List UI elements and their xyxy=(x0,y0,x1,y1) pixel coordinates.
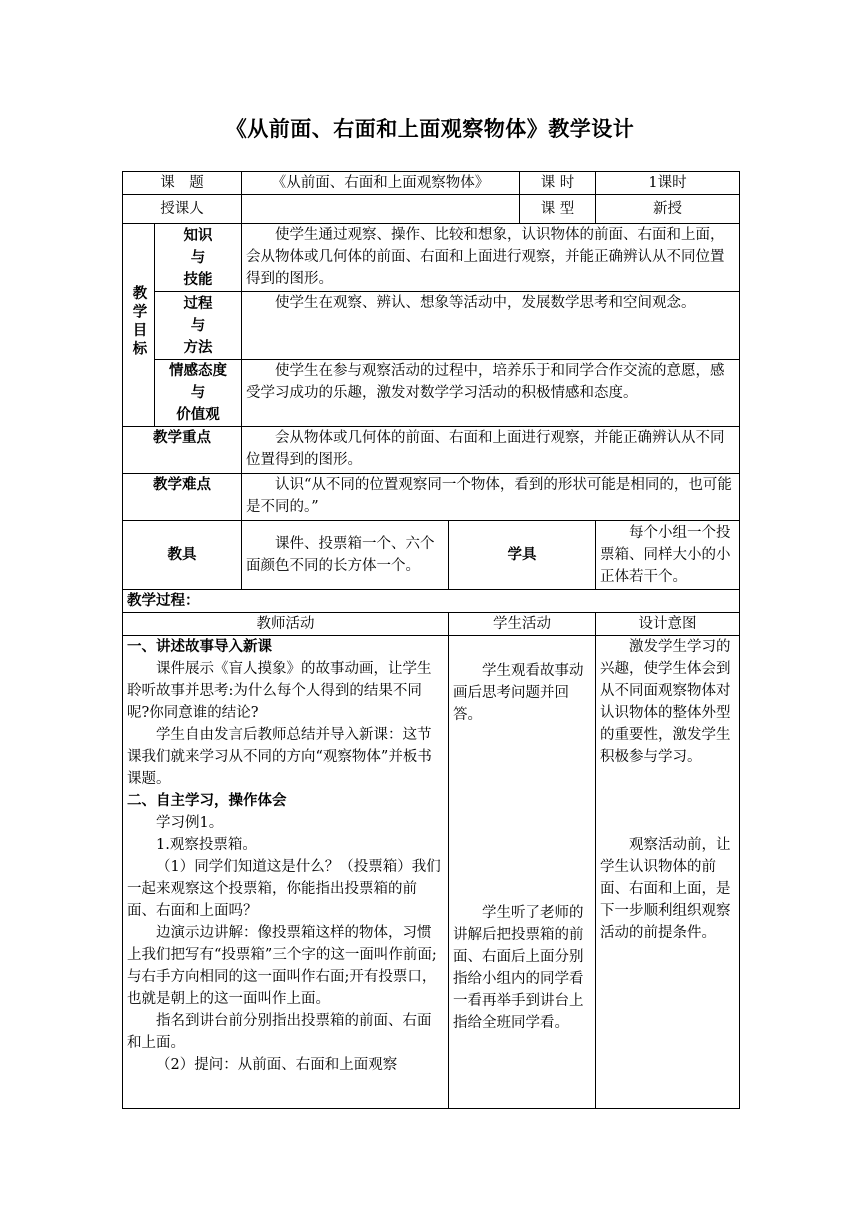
paragraph: 学生听了老师的讲解后把投票箱的前面、右面后上面分别指给小组内的同学看一看再举手到讲台上指给全班同学看。 xyxy=(453,905,584,1031)
col-teacher-header: 教师活动 xyxy=(123,613,449,636)
topic-label: 课 题 xyxy=(123,172,242,195)
student-activity-cell xyxy=(449,636,596,1109)
process-method-label: 过程 与 方法 xyxy=(155,292,242,360)
paragraph: （2）提问：从前面、右面和上面观察 xyxy=(156,1057,398,1073)
section-heading: 一、讲述故事导入新课 xyxy=(127,639,272,655)
key-point-text: 会从物体或几何体的前面、右面和上面进行观察，并能正确辨认从不同位置得到的图形。 xyxy=(242,427,740,474)
paragraph: 学生自由发言后教师总结并导入新课：这节课我们就来学习从不同的方向“观察物体”并板书课题。 xyxy=(127,727,432,787)
period-label: 课 时 xyxy=(520,172,596,195)
objectives-label: 教学目标 xyxy=(123,224,155,427)
attitude-label: 情感态度 与 价值观 xyxy=(155,360,242,427)
teacher-tools-text: 课件、投票箱一个、六个面颜色不同的长方体一个。 xyxy=(242,521,449,590)
type-label: 课 型 xyxy=(520,195,596,224)
process-heading: 教学过程： xyxy=(123,590,740,613)
key-point-label: 教学重点 xyxy=(123,427,242,474)
paragraph: 课件展示《盲人摸象》的故事动画，让学生聆听故事并思考:为什么每个人得到的结果不同呢?你同意谁的结论? xyxy=(127,661,432,721)
difficulty-label: 教学难点 xyxy=(123,474,242,521)
teacher-tools-label: 教具 xyxy=(123,521,242,590)
topic-value: 《从前面、右面和上面观察物体》 xyxy=(242,172,520,195)
paragraph: 学生观看故事动画后思考问题并回答。 xyxy=(453,663,584,723)
paragraph: 激发学生学习的兴趣，使学生体会到从不同面观察物体对认识物体的整体外型的重要性，激发学生积极参与学习。 xyxy=(600,639,731,765)
knowledge-text: 使学生通过观察、操作、比较和想象，认识物体的前面、右面和上面，会从物体或几何体的前面、右面和上面进行观察，并能正确辨认从不同位置得到的图形。 xyxy=(242,224,740,292)
paragraph: 边演示边讲解：像投票箱这样的物体，习惯上我们把写有“投票箱”三个字的这一面叫作前面;与右手方向相同的这一面叫作右面;开有投票口，也就是朝上的这一面叫作上面。 xyxy=(127,925,437,1007)
student-tools-label: 学具 xyxy=(449,521,596,590)
period-value: 1课时 xyxy=(596,172,740,195)
col-design-header: 设计意图 xyxy=(596,613,740,636)
paragraph: 观察活动前，让学生认识物体的前面、右面和上面，是下一步顺利组织观察活动的前提条件。 xyxy=(600,837,731,941)
design-intent-cell xyxy=(596,636,740,1109)
teacher-value xyxy=(242,195,520,224)
teacher-activity-cell xyxy=(123,636,449,1109)
student-tools-text: 每个小组一个投票箱、同样大小的小正体若干个。 xyxy=(596,521,740,590)
paragraph: 学习例1。 xyxy=(156,815,224,831)
process-method-text: 使学生在观察、辨认、想象等活动中，发展数学思考和空间观念。 xyxy=(242,292,740,360)
paragraph: 指名到讲台前分别指出投票箱的前面、右面和上面。 xyxy=(127,1013,432,1051)
knowledge-label: 知识 与 技能 xyxy=(155,224,242,292)
teacher-label: 授课人 xyxy=(123,195,242,224)
paragraph: 1.观察投票箱。 xyxy=(156,837,257,853)
section-heading: 二、自主学习，操作体会 xyxy=(127,793,287,809)
lesson-plan-table xyxy=(122,171,740,1109)
attitude-text: 使学生在参与观察活动的过程中，培养乐于和同学合作交流的意愿，感受学习成功的乐趣，激发对数学学习活动的积极情感和态度。 xyxy=(242,360,740,427)
page-title: 《从前面、右面和上面观察物体》教学设计 xyxy=(225,117,635,141)
difficulty-text: 认识“从不同的位置观察同一个物体，看到的形状可能是相同的，也可能是不同的。” xyxy=(242,474,740,521)
type-value: 新授 xyxy=(596,195,740,224)
paragraph: （1）同学们知道这是什么？（投票箱）我们一起来观察这个投票箱，你能指出投票箱的前面、右面和上面吗？ xyxy=(127,859,441,919)
col-student-header: 学生活动 xyxy=(449,613,596,636)
